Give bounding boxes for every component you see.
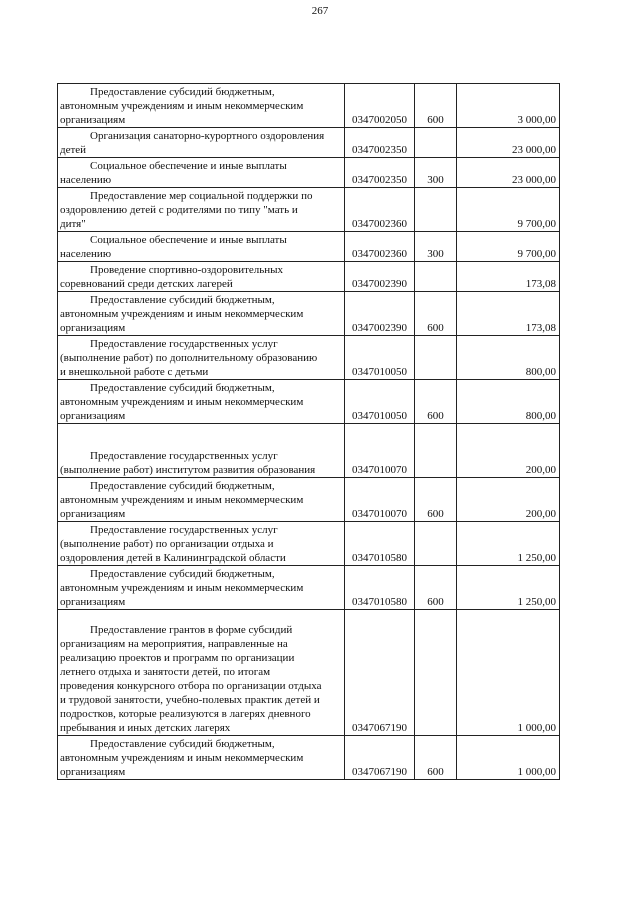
expense-type: 600	[415, 478, 457, 522]
table-row	[58, 128, 560, 158]
item-code: 0347002350	[345, 158, 415, 188]
item-name-line: детей	[60, 144, 87, 156]
item-name-line: организациям	[60, 766, 126, 778]
item-amount: 23 000,00	[457, 158, 560, 188]
item-name-line: населению	[60, 248, 112, 260]
expense-type	[415, 188, 457, 232]
table-row	[58, 336, 560, 380]
item-name	[58, 610, 345, 736]
table-row	[58, 736, 560, 780]
item-name-line: автономным учреждениям и иным некоммерческим	[60, 396, 304, 408]
table-row	[58, 522, 560, 566]
expense-type: 300	[415, 158, 457, 188]
item-amount: 9 700,00	[457, 232, 560, 262]
expense-type: 600	[415, 292, 457, 336]
item-name-line: Социальное обеспечение и иные выплаты	[90, 234, 287, 246]
item-name-line: (выполнение работ) по организации отдыха и	[60, 538, 274, 550]
item-name-line: Предоставление государственных услуг	[90, 524, 278, 536]
item-name	[58, 336, 345, 380]
item-amount: 200,00	[457, 478, 560, 522]
item-amount: 9 700,00	[457, 188, 560, 232]
item-name-line: подростков, которые реализуются в лагерях дневного	[60, 708, 311, 720]
item-code: 0347067190	[345, 610, 415, 736]
item-name-line: и внешкольной работе с детьми	[60, 366, 209, 378]
item-name-line: оздоровлению детей с родителями по типу "мать и	[60, 204, 298, 216]
item-name	[58, 128, 345, 158]
item-name	[58, 262, 345, 292]
expense-type: 600	[415, 84, 457, 128]
item-name-line: проведения конкурсного отбора по организации отдыха	[60, 680, 322, 692]
item-name-line: и трудовой занятости, учебно-полевых практик детей и	[60, 694, 320, 706]
item-name	[58, 736, 345, 780]
expense-type: 600	[415, 566, 457, 610]
item-code: 0347002360	[345, 188, 415, 232]
item-code: 0347010070	[345, 478, 415, 522]
item-code: 0347010050	[345, 336, 415, 380]
item-name-line: Организация санаторно-курортного оздоровления	[90, 130, 325, 142]
table-row	[58, 232, 560, 262]
expense-type: 600	[415, 380, 457, 424]
item-name-line: летнего отдыха и занятости детей, по итогам	[60, 666, 271, 678]
item-amount: 200,00	[457, 424, 560, 478]
item-name	[58, 158, 345, 188]
item-amount: 1 000,00	[457, 610, 560, 736]
item-name-line: Предоставление субсидий бюджетным,	[90, 86, 275, 98]
item-amount: 173,08	[457, 262, 560, 292]
budget-table-body	[58, 84, 560, 780]
table-row	[58, 610, 560, 736]
item-code: 0347010050	[345, 380, 415, 424]
item-name-line: автономным учреждениям и иным некоммерческим	[60, 494, 304, 506]
item-code: 0347002390	[345, 292, 415, 336]
item-code: 0347002050	[345, 84, 415, 128]
expense-type	[415, 610, 457, 736]
item-name-line: Предоставление субсидий бюджетным,	[90, 480, 275, 492]
expense-type	[415, 336, 457, 380]
item-name-line: автономным учреждениям и иным некоммерческим	[60, 100, 304, 112]
item-name	[58, 232, 345, 262]
table-row	[58, 380, 560, 424]
item-name-line: автономным учреждениям и иным некоммерческим	[60, 752, 304, 764]
expense-type	[415, 262, 457, 292]
expense-type	[415, 522, 457, 566]
page-number: 267	[311, 5, 329, 17]
item-amount: 3 000,00	[457, 84, 560, 128]
table-row	[58, 158, 560, 188]
item-amount: 800,00	[457, 336, 560, 380]
item-name-line: пребывания и иных детских лагерях	[60, 722, 231, 734]
item-code: 0347002390	[345, 262, 415, 292]
item-name-line: Предоставление субсидий бюджетным,	[90, 738, 275, 750]
expense-type: 600	[415, 736, 457, 780]
item-code: 0347010580	[345, 566, 415, 610]
item-name-line: организациям	[60, 596, 126, 608]
item-amount: 800,00	[457, 380, 560, 424]
item-name-line: Предоставление субсидий бюджетным,	[90, 382, 275, 394]
item-name-line: Предоставление мер социальной поддержки по	[90, 190, 313, 202]
item-name-line: Предоставление субсидий бюджетным,	[90, 294, 275, 306]
item-name-line: реализацию проектов и программ по организации	[60, 652, 295, 664]
item-name-line: оздоровления детей в Калининградской области	[60, 552, 286, 564]
item-name-line: организациям на мероприятия, направленные на	[60, 638, 288, 650]
item-name-line: Социальное обеспечение и иные выплаты	[90, 160, 287, 172]
item-name-line: Предоставление государственных услуг	[90, 338, 278, 350]
item-name	[58, 424, 345, 478]
item-code: 0347067190	[345, 736, 415, 780]
item-amount: 173,08	[457, 292, 560, 336]
item-name-line: автономным учреждениям и иным некоммерческим	[60, 308, 304, 320]
item-name-line: Предоставление субсидий бюджетным,	[90, 568, 275, 580]
item-name-line: населению	[60, 174, 112, 186]
table-row	[58, 262, 560, 292]
item-name-line: организациям	[60, 410, 126, 422]
item-name	[58, 478, 345, 522]
item-name-line: организациям	[60, 114, 126, 126]
item-name	[58, 188, 345, 232]
item-name-line: дитя"	[60, 218, 86, 230]
item-name-line: (выполнение работ) по дополнительному образованию	[60, 352, 318, 364]
item-name-line: соревнований среди детских лагерей	[60, 278, 233, 290]
item-amount: 1 000,00	[457, 736, 560, 780]
item-name-line: организациям	[60, 508, 126, 520]
item-code: 0347010070	[345, 424, 415, 478]
item-name-line: (выполнение работ) институтом развития образования	[60, 464, 316, 476]
item-name-line: организациям	[60, 322, 126, 334]
item-code: 0347002350	[345, 128, 415, 158]
table-row	[58, 188, 560, 232]
table-row	[58, 566, 560, 610]
table-row	[58, 84, 560, 128]
item-name-line: Предоставление государственных услуг	[90, 450, 278, 462]
item-amount: 23 000,00	[457, 128, 560, 158]
item-amount: 1 250,00	[457, 566, 560, 610]
item-name	[58, 84, 345, 128]
item-name-line: Проведение спортивно-оздоровительных	[90, 264, 284, 276]
table-row	[58, 292, 560, 336]
item-name	[58, 380, 345, 424]
table-row	[58, 478, 560, 522]
item-name-line: автономным учреждениям и иным некоммерческим	[60, 582, 304, 594]
item-amount: 1 250,00	[457, 522, 560, 566]
item-code: 0347010580	[345, 522, 415, 566]
expense-type: 300	[415, 232, 457, 262]
item-name-line: Предоставление грантов в форме субсидий	[90, 624, 293, 636]
item-code: 0347002360	[345, 232, 415, 262]
item-name	[58, 292, 345, 336]
table-row	[58, 424, 560, 478]
item-name	[58, 522, 345, 566]
item-name	[58, 566, 345, 610]
expense-type	[415, 424, 457, 478]
expense-type	[415, 128, 457, 158]
budget-table	[57, 83, 560, 780]
